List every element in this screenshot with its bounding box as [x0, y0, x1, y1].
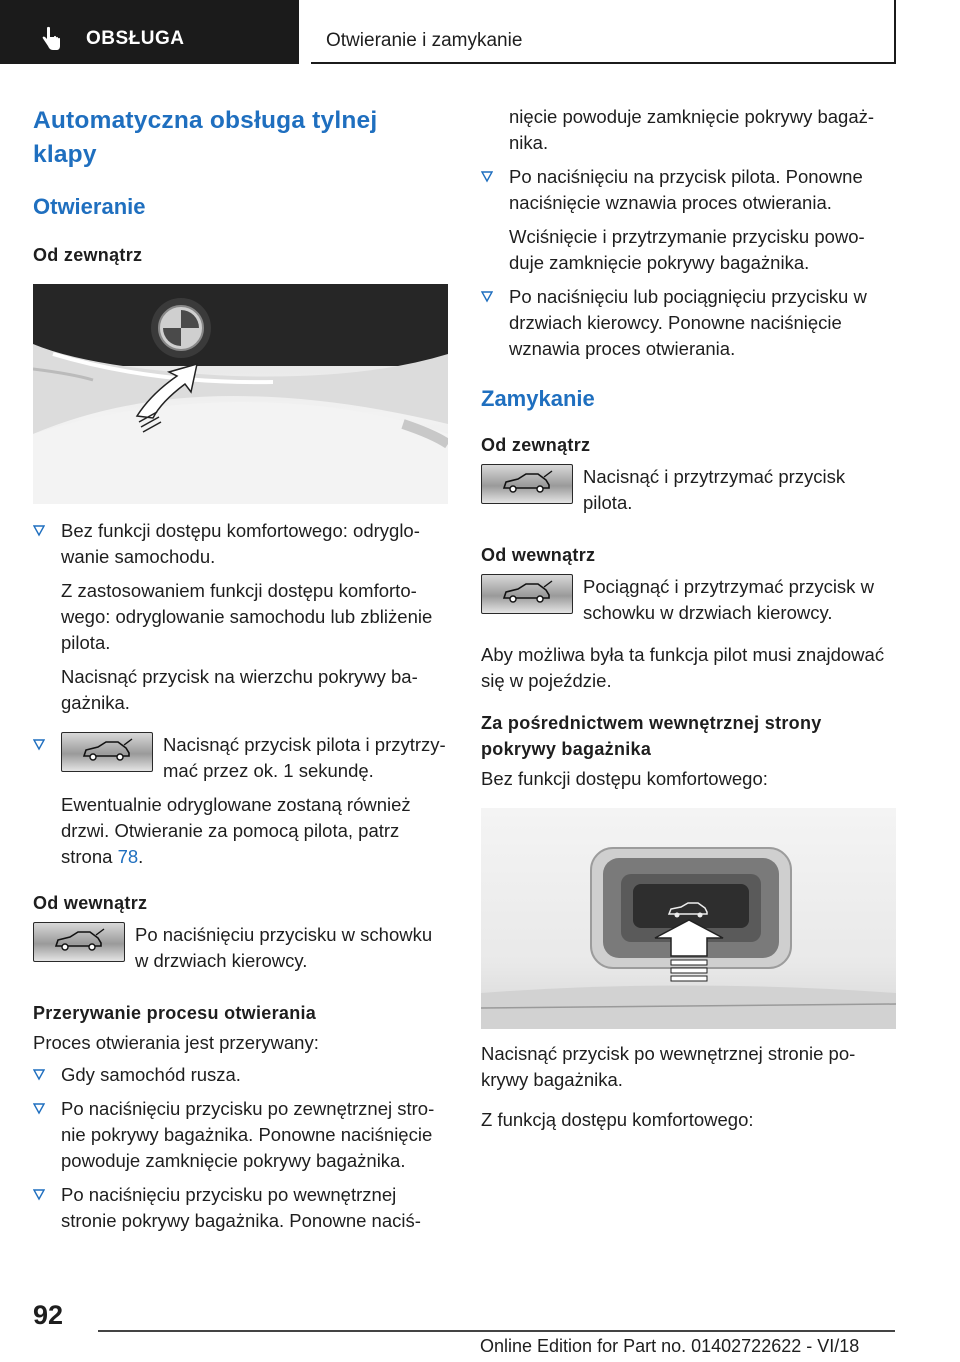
tailgate-outside-photo: [33, 284, 448, 504]
list-item: [33, 1096, 448, 1174]
left-column: [33, 104, 448, 1234]
triangle-bullet-icon: [33, 739, 45, 751]
outside-close-text: Nacisnąć i przytrzymać przycisk pilota.: [583, 466, 846, 513]
car-tailgate-button-icon: [481, 464, 573, 504]
continued-text: nięcie powoduje zamknięcie pokrywy bagaż-nika.: [509, 106, 875, 153]
pilot-note: Aby możliwa była ta funkcja pilot musi znajdować się w pojeździe.: [481, 644, 885, 691]
page-title: Automatyczna obsługa tylnej klapy: [33, 107, 378, 168]
list-item: [33, 518, 448, 716]
list-item: [33, 1182, 448, 1234]
heading-inside-close: Od wewnątrz: [481, 545, 596, 565]
tailgate-illustration: [33, 284, 448, 504]
inside-close-row: [481, 574, 896, 626]
list-item: [481, 284, 896, 362]
list-item-text: Nacisnąć przycisk na wierzchu pokrywy ba-gażnika.: [61, 666, 418, 713]
triangle-bullet-icon: [33, 1069, 45, 1081]
page-link-78[interactable]: 78: [117, 846, 139, 867]
list-item-text: Z zastosowaniem funkcji dostępu komforto-wego: odryglowanie samochodu lub zbliżenie pilota.: [61, 580, 433, 653]
car-tailgate-button-icon: [61, 732, 153, 772]
tailgate-inside-button-photo: [481, 808, 896, 1029]
no-comfort-text: Bez funkcji dostępu komfortowego:: [481, 768, 768, 789]
heading-opening: Otwieranie: [33, 194, 146, 219]
section-label: OBSŁUGA: [86, 28, 185, 49]
heading-closing: Zamykanie: [481, 386, 595, 411]
triangle-bullet-icon: [481, 171, 493, 183]
right-column: [481, 104, 896, 1133]
heading-outside: Od zewnątrz: [33, 245, 143, 265]
inside-close-text: Pociągnąć i przytrzymać przycisk w schowku w drzwiach kierowcy.: [583, 576, 874, 623]
header-section-tab: [0, 0, 299, 64]
list-item-text: Po naciśnięciu lub pociągnięciu przycisku w drzwiach kierowcy. Ponowne naciśnięcie wznawia proces otwierania.: [509, 286, 867, 359]
list-item: [33, 1062, 448, 1088]
page-number: 92: [33, 1300, 64, 1330]
edition-footer: Online Edition for Part no. 01402722622 - VI/18: [480, 1336, 860, 1356]
list-item-text: Po naciśnięciu na przycisk pilota. Ponowne naciśnięcie wznawia proces otwierania.: [509, 166, 863, 213]
heading-interrupt: Przerywanie procesu otwierania: [33, 1003, 317, 1023]
list-item-text: Wciśnięcie i przytrzymanie przycisku powo-duje zamknięcie pokrywy bagażnika.: [509, 226, 865, 273]
press-inner-text: Nacisnąć przycisk po wewnętrznej stronie po-krywy bagażnika.: [481, 1043, 856, 1090]
triangle-bullet-icon: [33, 1189, 45, 1201]
triangle-bullet-icon: [481, 291, 493, 303]
list-item-text: Gdy samochód rusza.: [61, 1064, 241, 1085]
list-item-text: Po naciśnięciu przycisku po zewnętrznej stro-nie pokrywy bagażnika. Ponowne naciśnięcie powoduje zamknięcie pokrywy bagażnika.: [61, 1098, 435, 1171]
car-tailgate-button-icon: [481, 574, 573, 614]
hand-pointer-icon: [40, 26, 62, 52]
heading-inner-side: Za pośrednictwem wewnętrznej strony pokrywy bagażnika: [481, 713, 822, 759]
heading-outside-close: Od zewnątrz: [481, 435, 591, 455]
outside-close-row: [481, 464, 896, 516]
list-item: [33, 732, 448, 870]
interrupt-intro: Proces otwierania jest przerywany:: [33, 1032, 319, 1053]
car-tailgate-button-icon: [33, 922, 125, 962]
list-item-text: Ewentualnie odryglowane zostaną również drzwi. Otwieranie za pomocą pilota, patrz strona 78.: [61, 794, 411, 867]
list-item: [481, 164, 896, 276]
heading-inside: Od wewnątrz: [33, 893, 148, 913]
list-item-text: Bez funkcji dostępu komfortowego: odryglo-wanie samochodu.: [61, 520, 420, 567]
triangle-bullet-icon: [33, 525, 45, 537]
list-item-text: Po naciśnięciu przycisku po wewnętrznej stronie pokrywy bagażnika. Ponowne naciś-: [61, 1184, 421, 1231]
inside-row: [33, 922, 448, 974]
with-comfort-text: Z funkcją dostępu komfortowego:: [481, 1109, 754, 1130]
inside-text: Po naciśnięciu przycisku w schowku w drzwiach kierowcy.: [135, 924, 433, 971]
footer-divider: [98, 1330, 895, 1332]
list-item-text: Nacisnąć przycisk pilota i przytrzy-mać przez ok. 1 sekundę.: [163, 734, 446, 781]
inner-button-illustration: [481, 808, 896, 1029]
chapter-title: Otwieranie i zamykanie: [326, 30, 523, 51]
triangle-bullet-icon: [33, 1103, 45, 1115]
